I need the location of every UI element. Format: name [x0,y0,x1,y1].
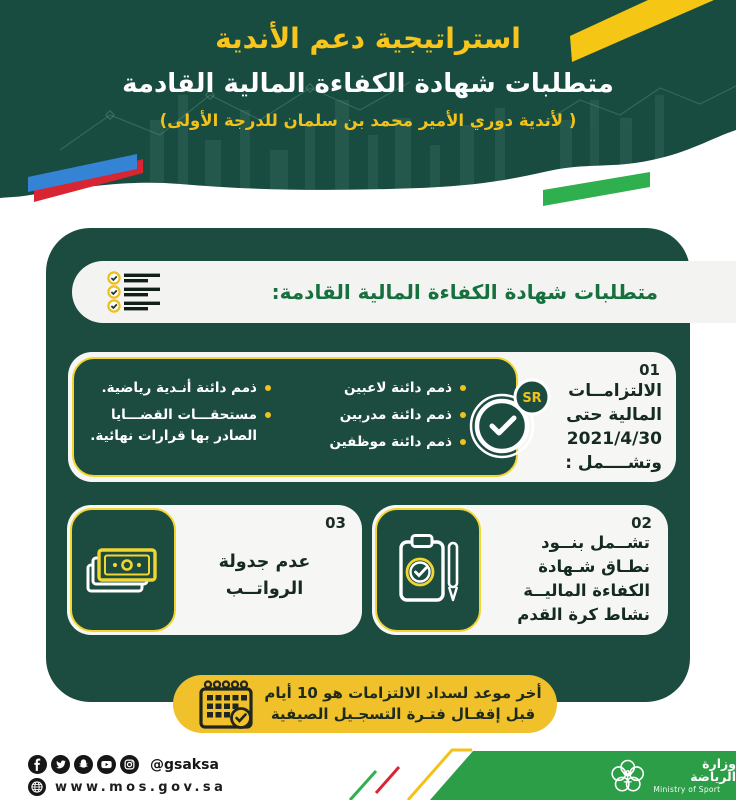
bullet-dot-icon [265,412,271,418]
bullet-text: مستحقـــات القضـــايا [111,407,257,423]
deadline-line: قبل إقفـال فتـرة التسجـيل الصيفية [270,705,536,723]
website-row [28,778,226,796]
green-ribbon [543,172,650,206]
bullet-item [279,407,466,424]
youtube-icon[interactable] [97,755,116,774]
bullet-text: ذمم دائنة أنـدية رياضية. [101,380,257,396]
bullet-item [84,407,271,424]
bullet-item [84,380,271,397]
ministry-name [653,757,736,796]
item-01-line: وتشــــمل : [565,453,662,473]
facebook-icon[interactable] [28,755,47,774]
item-03-line: عدم جدولة [218,552,311,572]
item-03-icon-tile [70,508,176,632]
item-02-number: 02 [631,514,652,532]
ministry-name-en: Ministry of Sport [653,785,721,794]
ministry-emblem-icon [610,759,645,795]
item-01-text [500,379,662,475]
sr-badge-label: SR [522,391,542,406]
bullet-text: ذمم دائنة مدربين [339,407,452,423]
requirements-heading-pill [72,261,736,323]
bullet-item-continuation [84,428,271,445]
instagram-icon[interactable] [120,755,139,774]
item-01-line: المالية حتى [566,405,662,425]
deadline-line: أخر موعد لسداد الالتزامات هو 10 أيام [264,684,542,702]
item-02-line: نطـاق شـهادة [538,557,650,576]
item-02-text [485,531,650,627]
bullet-text: الصادر بها قرارات نهائية. [90,428,257,444]
deadline-note-text [257,683,557,725]
item-02-card [372,505,668,635]
social-links [28,755,219,774]
deadline-note-pill [173,675,557,733]
snapchat-icon[interactable] [74,755,93,774]
item-02-line: تشــمل بنــود [541,533,650,552]
clipboard-check-icon [393,530,463,610]
bullet-text: ذمم دائنة لاعبين [343,380,452,396]
bullets-column-right [279,380,466,465]
green-accent-line [350,771,376,800]
social-handle[interactable]: @gsaksa [150,756,219,773]
item-03-line: الرواتــب [225,579,304,599]
item-01-bullets-box [72,357,518,477]
item-03-card [67,505,362,635]
item-01-number: 01 [639,361,660,379]
page-title: استراتيجية دعم الأندية [215,22,521,55]
twitter-icon[interactable] [51,755,70,774]
red-accent-line [376,767,399,793]
ministry-name-ar: وزارة الرياضة [690,756,736,784]
requirements-heading: متطلبات شهادة الكفاءة المالية القادمة: [271,280,658,304]
checklist-icon [106,269,164,315]
item-01-card [68,352,676,482]
item-02-line: الكفاءة الماليــة [523,581,650,600]
bullet-text: ذمم دائنة موظفين [329,434,452,450]
bullet-dot-icon [265,385,271,391]
league-note: ( لأندية دوري الأمير محمد بن سلمان للدرجة الأولى) [159,111,577,130]
calendar-check-icon [197,678,257,730]
item-01-date: 2021/4/30 [566,429,662,449]
banknotes-icon [84,541,162,599]
page-subtitle: متطلبات شهادة الكفاءة المالية القادمة [122,69,614,99]
ministry-of-sport-logo [610,757,736,796]
item-02-icon-tile [375,508,481,632]
item-02-line: نشاط كرة القدم [517,605,650,624]
globe-icon [28,778,46,796]
website-url[interactable]: www.mos.gov.sa [55,779,227,795]
bullet-item [279,434,466,451]
item-03-text [181,549,348,603]
bullets-column-left [84,380,271,465]
bullet-item [279,380,466,397]
item-03-number: 03 [325,514,346,532]
item-01-line: الالتزامــات [568,381,662,401]
